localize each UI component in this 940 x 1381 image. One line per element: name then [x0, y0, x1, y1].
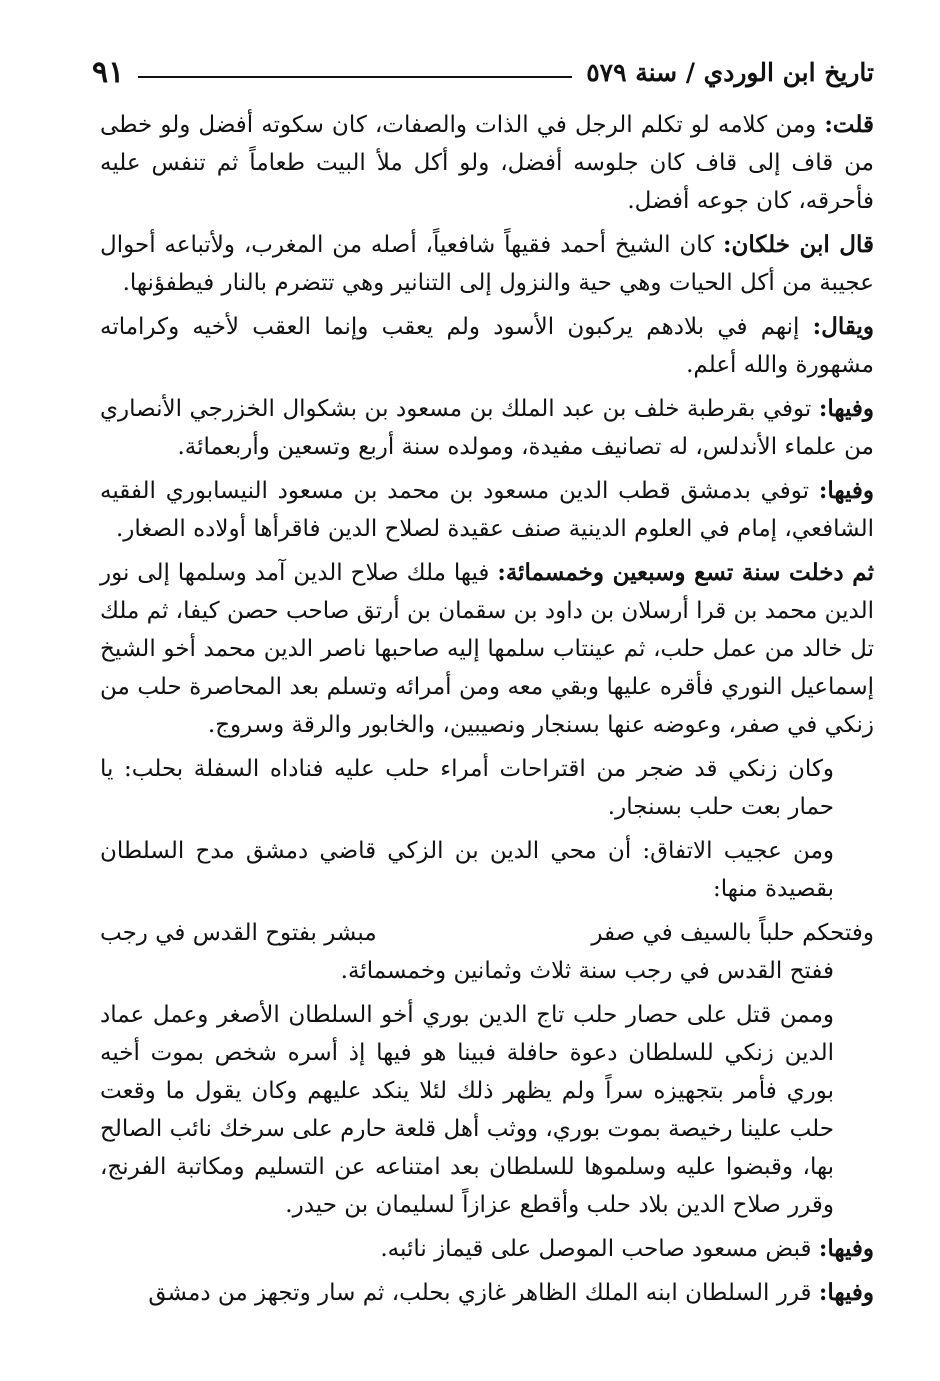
- paragraph-lead: وفيها:: [818, 1235, 874, 1262]
- paragraph-text: توفي بدمشق قطب الدين مسعود بن محمد بن مسعود النيسابوري الفقيه الشافعي، إمام في العلوم الدينية صنف عقيدة لصلاح الدين فاقرأها أولاده الصغار.: [100, 478, 874, 542]
- paragraph: [100, 106, 874, 220]
- paragraph-text: قبض مسعود صاحب الموصل على قيماز نائبه.: [380, 1236, 819, 1262]
- paragraph-text: توفي بقرطبة خلف بن عبد الملك بن مسعود بن بشكوال الخزرجي الأنصاري من علماء الأندلس، له تصانيف مفيدة، ومولده سنة أربع وتسعين وأربعمائة.: [100, 396, 874, 460]
- paragraph: [100, 390, 874, 466]
- paragraph: [100, 1274, 874, 1312]
- paragraph-text: إنهم في بلادهم يركبون الأسود ولم يعقب وإنما العقب لأخيه وكراماته مشهورة والله أعلم.: [100, 314, 874, 378]
- paragraph-text: قرر السلطان ابنه الملك الظاهر غازي بحلب، ثم سار وتجهز من دمشق: [148, 1280, 819, 1306]
- poem-second-hemistich: مبشر بفتوح القدس في رجب: [100, 920, 377, 946]
- paragraph: [100, 472, 874, 548]
- running-header: [92, 52, 874, 92]
- paragraph: [100, 996, 874, 1224]
- paragraph-text: وممن قتل على حصار حلب تاج الدين بوري أخو السلطان الأصغر وعمل عماد الدين زنكي للسلطان دعوة حافلة فبينا هو فيها إذ أسره شخص بموت أخيه بوري فأمر بتجهيزه سراً ولم يظهر ذلك لئلا ينكد عليهم وكان يقول ما وقعت حلب علينا رخيصة بموت بوري، ووثب أهل قلعة حارم على سرخك نائب الصالح بها، وقبضوا عليه وسلموها للسلطان بعد امتناعه عن التسليم ومكاتبة الفرنج، وقرر صلاح الدين بلاد حلب وأقطع عزازاً لسليمان بن حيدر.: [100, 1002, 834, 1218]
- paragraph-text: فيها ملك صلاح الدين آمد وسلمها إلى نور الدين محمد بن قرا أرسلان بن داود بن سقمان بن أرتق صاحب حصن كيفا، ثم ملك تل خالد من عمل حلب، ثم عينتاب سلمها إليه صاحبها ناصر الدين محمد أخو الشيخ إسماعيل النوري فأقره عليها وبقي معه ومن أمرائه وتسلم بعد المحاصرة حلب من زنكي في صفر، وعوضه عنها بسنجار ونصيبين، والخابور والرقة وسروج.: [100, 560, 874, 738]
- paragraph-text: ومن عجيب الاتفاق: أن محي الدين بن الزكي قاضي دمشق مدح السلطان بقصيدة منها:: [100, 838, 834, 902]
- poem-first-hemistich: وفتحكم حلباً بالسيف في صفر: [591, 920, 874, 946]
- paragraph: [100, 554, 874, 744]
- paragraph-lead: قلت:: [824, 111, 874, 138]
- paragraph-lead: وفيها:: [818, 395, 874, 422]
- paragraph: [100, 832, 874, 908]
- paragraph: [100, 1230, 874, 1268]
- page-number: ٩١: [92, 54, 125, 90]
- header-title: تاريخ ابن الوردي / سنة ٥٧٩: [586, 57, 874, 87]
- paragraph-text: كان الشيخ أحمد فقيهاً شافعياً، أصله من المغرب، ولأتباعه أحوال عجيبة من أكل الحيات وهي حية والنزول إلى التنانير وهي تتضرم بالنار فيطفؤنها.: [100, 232, 874, 296]
- paragraph-text: ومن كلامه لو تكلم الرجل في الذات والصفات، كان سكوته أفضل ولو خطى من قاف إلى قاف كان جلوسه أفضل، ولو أكل ملأ البيت طعاماً ثم تنفس عليه فأحرقه، كان جوعه أفضل.: [100, 112, 874, 214]
- paragraph-lead: ثم دخلت سنة تسع وسبعين وخمسمائة:: [497, 559, 874, 586]
- header-rule: [138, 76, 572, 78]
- page-body: [100, 106, 874, 1318]
- paragraph: [100, 226, 874, 302]
- poem-verse: [100, 914, 874, 952]
- paragraph-text: وكان زنكي قد ضجر من اقتراحات أمراء حلب عليه فناداه السفلة بحلب: يا حمار بعت حلب بسنجار.: [100, 756, 834, 820]
- paragraph-lead: ويقال:: [812, 313, 874, 340]
- paragraph: [100, 308, 874, 384]
- paragraph-lead: وفيها:: [818, 1279, 874, 1306]
- paragraph: [100, 750, 874, 826]
- after-poem-line: ففتح القدس في رجب سنة ثلاث وثمانين وخمسمائة.: [340, 958, 834, 984]
- paragraph-lead: قال ابن خلكان:: [723, 231, 874, 258]
- paragraph-lead: وفيها:: [818, 477, 874, 504]
